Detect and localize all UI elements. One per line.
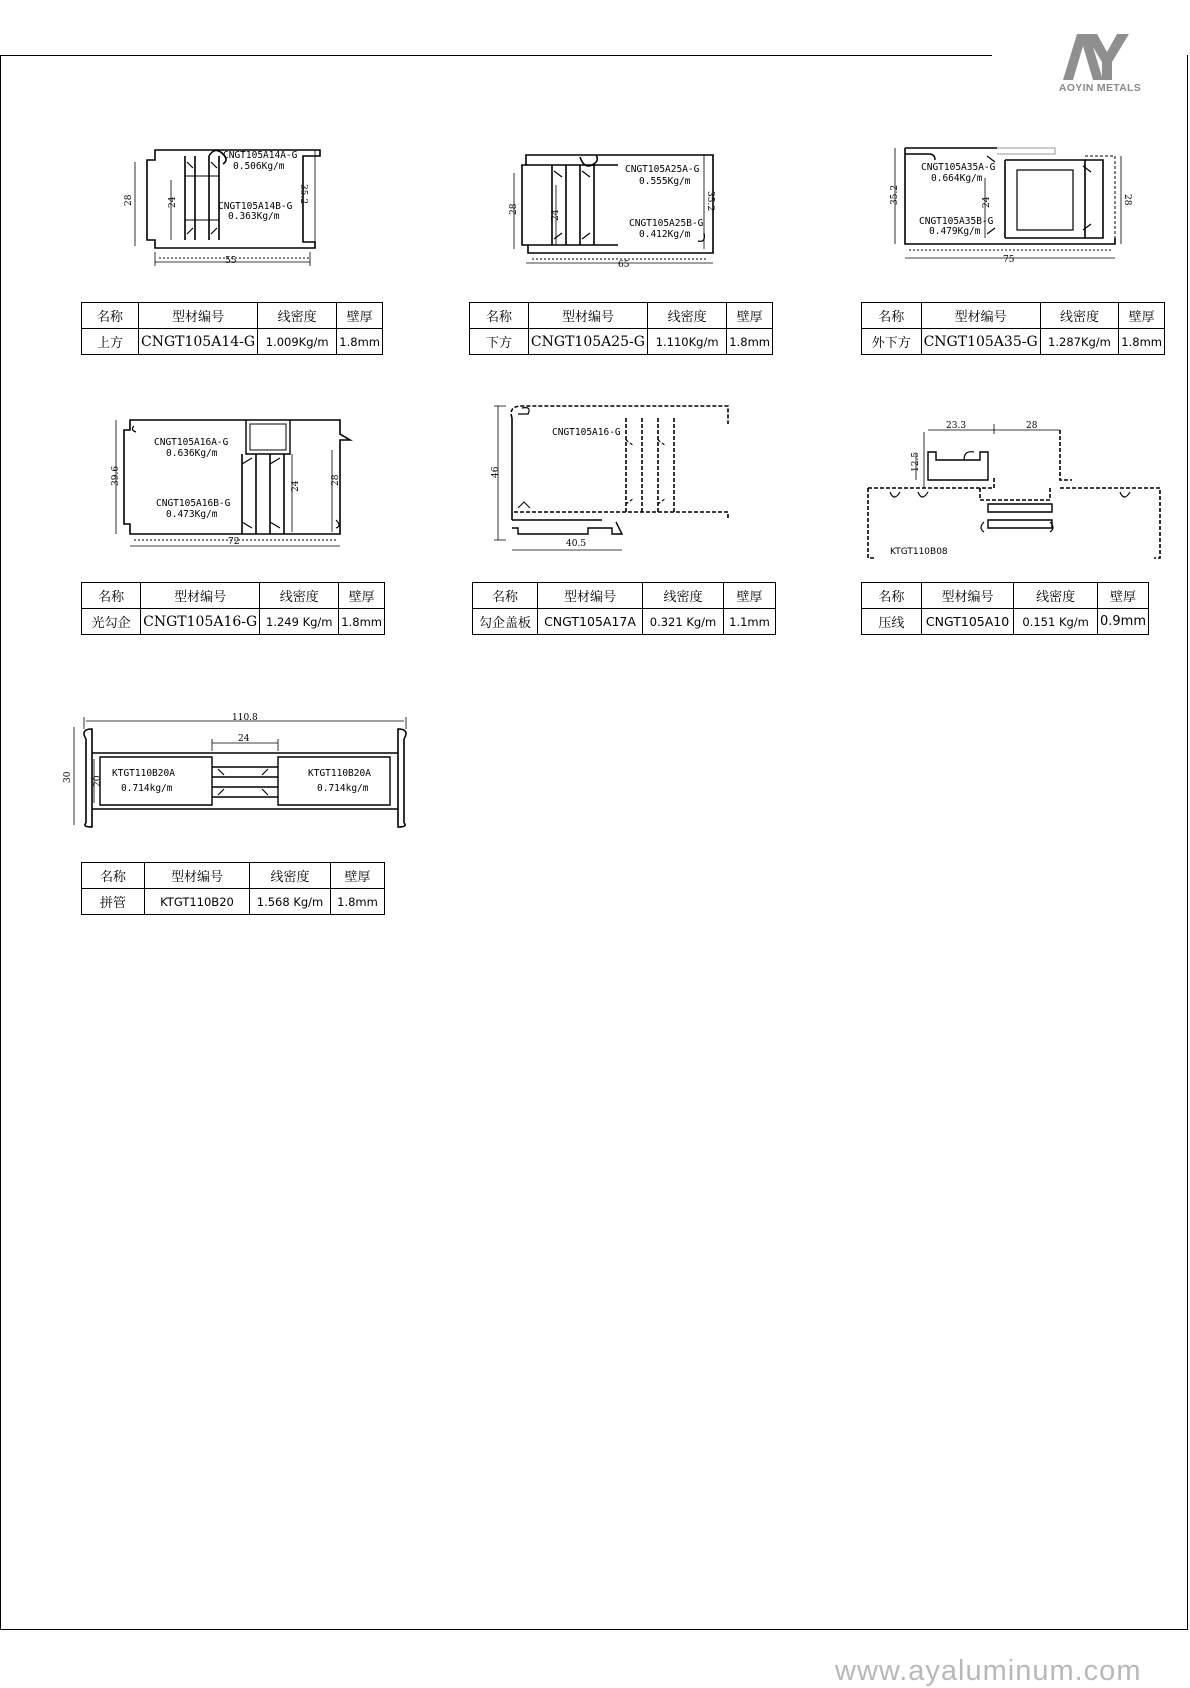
profile-drawing-4: [110, 410, 360, 550]
profile-name: 上方: [82, 329, 139, 355]
profile-code: CNGT105A14-G: [139, 329, 258, 355]
table-header-row: [473, 583, 776, 609]
header-thickness: 壁厚: [337, 303, 383, 329]
header-thickness: 壁厚: [331, 863, 385, 889]
header-density: 线密度: [643, 583, 724, 609]
profile-density: 1.568 Kg/m: [250, 889, 331, 915]
dim-label: 23.3: [946, 421, 967, 431]
page-border-right: [1187, 55, 1188, 1630]
profile-drawing-5: [488, 400, 738, 560]
header-name: 名称: [82, 863, 145, 889]
part-code-b: CNGT105A35B-G: [919, 216, 994, 227]
spec-table-3: [861, 302, 1165, 355]
profile-drawing-2: [508, 145, 733, 270]
part-weight-a: 0.714kg/m: [121, 783, 173, 794]
brand-logo: [1055, 28, 1145, 98]
part-code-a: CNGT105A16A-G: [154, 437, 229, 448]
header-thickness: 壁厚: [1119, 303, 1165, 329]
dim-label: 75: [1003, 255, 1015, 265]
part-weight-a: 0.664Kg/m: [931, 173, 983, 184]
profile-name: 外下方: [862, 329, 922, 355]
dim-label: 28: [509, 203, 519, 215]
header-thickness: 壁厚: [1097, 583, 1148, 609]
footer-url: www.ayaluminum.com: [835, 1655, 1142, 1687]
brand-name: AOYIN METALS: [1058, 82, 1142, 94]
page-border-left: [0, 55, 1, 1630]
part-weight-a: 0.636Kg/m: [166, 448, 218, 459]
dim-label: 40.5: [566, 539, 587, 549]
profile-name: 压线: [862, 609, 922, 635]
table-row: [862, 329, 1165, 355]
profile-name: 拼管: [82, 889, 145, 915]
dim-label: 65: [618, 260, 630, 270]
table-header-row: [470, 303, 773, 329]
part-code: KTGT110B08: [890, 547, 948, 557]
profile-code: CNGT105A10: [921, 609, 1014, 635]
header-name: 名称: [862, 583, 922, 609]
part-weight-a: 0.506Kg/m: [233, 161, 285, 172]
profile-density: 1.287Kg/m: [1040, 329, 1119, 355]
header-name: 名称: [473, 583, 538, 609]
profile-drawing-6: [860, 420, 1180, 565]
spec-table-2: [469, 302, 773, 355]
profile-drawing-3: [885, 140, 1135, 265]
table-row: [82, 329, 383, 355]
profile-name: 光勾企: [82, 609, 141, 635]
part-code-b: CNGT105A14B-G: [218, 201, 293, 212]
dim-label: 24: [238, 734, 250, 744]
header-code: 型材编号: [145, 863, 250, 889]
table-header-row: [82, 863, 385, 889]
profile-code: KTGT110B20: [145, 889, 250, 915]
dim-label: 55: [225, 256, 237, 266]
dim-label: 28: [331, 474, 341, 486]
header-name: 名称: [82, 583, 141, 609]
table-row: [470, 329, 773, 355]
dim-label: 35.2: [890, 184, 900, 205]
spec-table-4: [81, 582, 385, 635]
dim-label: 28: [1122, 194, 1132, 206]
part-code-b: KTGT110B20A: [308, 768, 371, 779]
header-thickness: 壁厚: [724, 583, 776, 609]
dim-label: 46: [491, 466, 501, 478]
header-code: 型材编号: [921, 303, 1040, 329]
part-code-a: CNGT105A35A-G: [921, 162, 996, 173]
header-density: 线密度: [260, 583, 339, 609]
dim-label: 24: [551, 209, 561, 221]
dim-label: 110.8: [232, 713, 258, 723]
profile-drawing-1: [125, 140, 345, 270]
part-weight-a: 0.555Kg/m: [639, 176, 691, 187]
profile-code: CNGT105A25-G: [528, 329, 647, 355]
dim-label: 39.6: [111, 465, 121, 486]
profile-drawing-7: [60, 715, 420, 840]
ay-logo-icon: [1055, 28, 1145, 83]
part-weight-b: 0.412Kg/m: [639, 229, 691, 240]
header-thickness: 壁厚: [339, 583, 385, 609]
dim-label: 24: [982, 196, 992, 208]
part-code-a: KTGT110B20A: [112, 768, 175, 779]
header-density: 线密度: [258, 303, 337, 329]
page-border-bottom: [0, 1629, 1188, 1630]
part-weight-b: 0.473Kg/m: [166, 509, 218, 520]
header-density: 线密度: [1040, 303, 1119, 329]
profile-thickness: 1.1mm: [724, 609, 776, 635]
profile-code: CNGT105A17A: [538, 609, 643, 635]
part-code-a: CNGT105A25A-G: [625, 164, 700, 175]
dim-label: 28: [124, 194, 134, 206]
table-row: [82, 889, 385, 915]
profile-code: CNGT105A16-G: [141, 609, 260, 635]
dim-label: 35.2: [298, 184, 308, 205]
dim-label: 24: [291, 480, 301, 492]
part-code-b: CNGT105A16B-G: [156, 498, 231, 509]
table-row: [862, 609, 1149, 635]
table-header-row: [862, 583, 1149, 609]
part-weight-b: 0.714kg/m: [317, 783, 369, 794]
header-code: 型材编号: [538, 583, 643, 609]
header-density: 线密度: [250, 863, 331, 889]
profile-thickness: 1.8mm: [1119, 329, 1165, 355]
table-header-row: [82, 303, 383, 329]
header-name: 名称: [862, 303, 922, 329]
profile-code: CNGT105A35-G: [921, 329, 1040, 355]
part-weight-b: 0.479Kg/m: [929, 226, 981, 237]
profile-thickness: 1.8mm: [337, 329, 383, 355]
spec-table-5: [472, 582, 776, 635]
profile-density: 1.009Kg/m: [258, 329, 337, 355]
header-name: 名称: [82, 303, 139, 329]
profile-thickness: 1.8mm: [727, 329, 773, 355]
header-density: 线密度: [1014, 583, 1098, 609]
profile-density: 1.249 Kg/m: [260, 609, 339, 635]
spec-table-1: [81, 302, 383, 355]
dim-label: 72: [228, 537, 240, 547]
spec-table-7: [81, 862, 385, 915]
part-code-b: CNGT105A25B-G: [629, 218, 704, 229]
table-header-row: [82, 583, 385, 609]
profile-density: 1.110Kg/m: [647, 329, 726, 355]
header-name: 名称: [470, 303, 529, 329]
profile-thickness: 1.8mm: [331, 889, 385, 915]
header-code: 型材编号: [528, 303, 647, 329]
header-thickness: 壁厚: [727, 303, 773, 329]
profile-name: 勾企盖板: [473, 609, 538, 635]
table-header-row: [862, 303, 1165, 329]
table-row: [82, 609, 385, 635]
dim-label: 35.2: [705, 191, 715, 212]
page-border-top: [0, 55, 992, 56]
dim-label: 24: [168, 196, 178, 208]
profile-density: 0.151 Kg/m: [1014, 609, 1098, 635]
profile-thickness: 0.9mm: [1097, 609, 1148, 635]
profile-thickness: 1.8mm: [339, 609, 385, 635]
part-code: CNGT105A16-G: [552, 427, 621, 438]
dim-label: 30: [63, 771, 73, 783]
profile-density: 0.321 Kg/m: [643, 609, 724, 635]
table-row: [473, 609, 776, 635]
profile-name: 下方: [470, 329, 529, 355]
dim-label: 12.5: [911, 451, 921, 472]
part-weight-b: 0.363Kg/m: [228, 211, 280, 222]
header-code: 型材编号: [141, 583, 260, 609]
spec-table-6: [861, 582, 1149, 635]
part-code-a: CNGT105A14A-G: [223, 150, 298, 161]
header-density: 线密度: [647, 303, 726, 329]
dim-label: 28: [1026, 421, 1038, 431]
header-code: 型材编号: [921, 583, 1014, 609]
header-code: 型材编号: [139, 303, 258, 329]
dim-label: 20: [93, 775, 103, 787]
